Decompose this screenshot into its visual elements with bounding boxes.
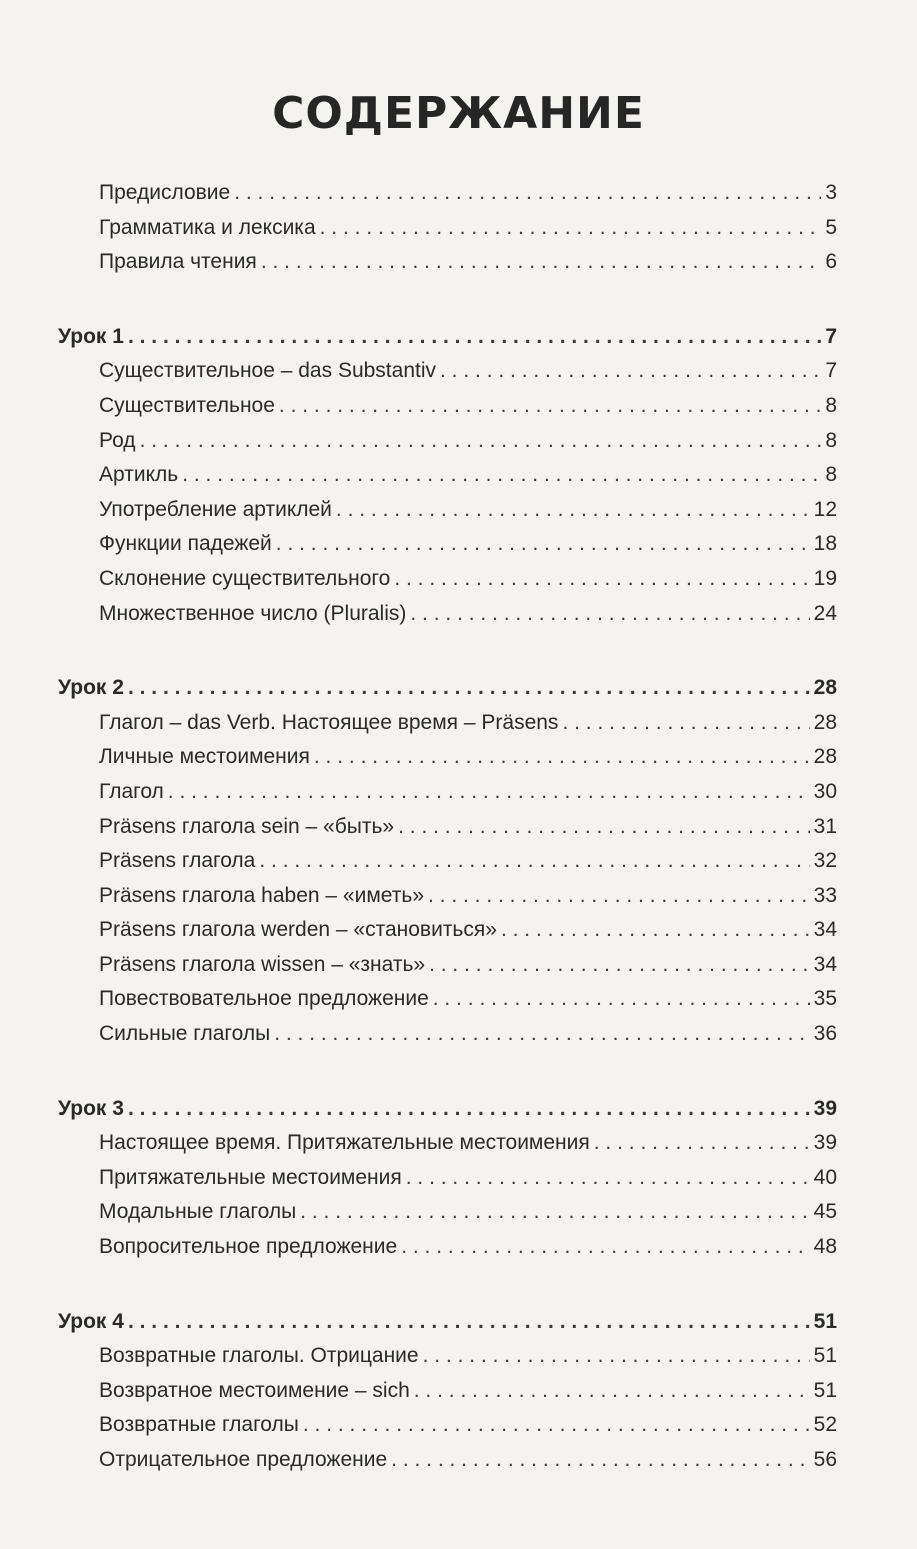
- entry-title: Употребление артиклей: [99, 497, 332, 521]
- page-number: 19: [813, 566, 837, 590]
- toc-section: [0, 320, 917, 631]
- dot-leader: [182, 458, 821, 493]
- page-number: 28: [813, 676, 837, 700]
- toc-entry[interactable]: [0, 562, 917, 597]
- toc-entry[interactable]: [0, 1195, 917, 1230]
- dot-leader: [406, 1161, 810, 1196]
- page-number: 24: [813, 601, 837, 625]
- dot-leader: [279, 389, 821, 424]
- page-number: 34: [813, 918, 837, 942]
- page-number: 7: [825, 359, 837, 383]
- entry-title: Отрицательное предложение: [99, 1448, 388, 1471]
- lesson-title: Урок 3: [58, 1096, 124, 1120]
- page-number: 40: [813, 1165, 837, 1189]
- lesson-title: Урок 2: [58, 676, 124, 700]
- dot-leader: [428, 879, 810, 914]
- toc-entry[interactable]: [0, 458, 917, 493]
- entry-title: Глагол – das Verb. Настоящее время – Präsens: [99, 710, 559, 734]
- dot-leader: [423, 1339, 810, 1374]
- entry-title: Грамматика и лексика: [99, 215, 316, 239]
- page-number: 52: [813, 1413, 837, 1437]
- dot-leader: [414, 1374, 810, 1409]
- page-number: 51: [813, 1378, 837, 1402]
- page-number: 32: [813, 849, 837, 873]
- toc-entry[interactable]: [0, 775, 917, 810]
- dot-leader: [401, 1230, 809, 1265]
- page-number: 39: [813, 1131, 837, 1155]
- dot-leader: [300, 1195, 809, 1230]
- toc-entry[interactable]: [0, 597, 917, 632]
- entry-title: Возвратное местоимение – sich: [99, 1378, 410, 1402]
- dot-leader: [410, 597, 809, 632]
- page-number: 36: [813, 1022, 837, 1046]
- page-number: 12: [813, 497, 837, 521]
- toc-entry[interactable]: [0, 913, 917, 948]
- page-number: 18: [813, 532, 837, 556]
- lesson-title: Урок 1: [58, 324, 124, 348]
- toc-entry[interactable]: [0, 211, 917, 246]
- toc-entry[interactable]: [0, 982, 917, 1017]
- entry-title: Возвратные глаголы. Отрицание: [99, 1344, 419, 1368]
- entry-title: Возвратные глаголы: [99, 1413, 299, 1437]
- toc-entry[interactable]: [0, 810, 917, 845]
- dot-leader: [259, 844, 809, 879]
- lesson-title: Урок 4: [58, 1309, 124, 1333]
- dot-leader: [128, 671, 810, 706]
- page-number: 33: [813, 883, 837, 907]
- toc-entry[interactable]: [0, 354, 917, 389]
- dot-leader: [140, 424, 822, 459]
- dot-leader: [594, 1126, 810, 1161]
- entry-title: Притяжательные местоимения: [99, 1165, 402, 1189]
- page-number: 28: [813, 710, 837, 734]
- toc-entry[interactable]: [0, 493, 917, 528]
- dot-leader: [261, 245, 822, 280]
- dot-leader: [440, 354, 821, 389]
- dot-leader: [128, 320, 821, 355]
- toc-entry[interactable]: [0, 424, 917, 459]
- entry-title: Модальные глаголы: [99, 1200, 297, 1224]
- toc-entry[interactable]: [0, 1230, 917, 1265]
- page-number: 39: [813, 1096, 837, 1120]
- dot-leader: [562, 706, 809, 741]
- toc-entry[interactable]: [0, 176, 917, 211]
- page-number: 31: [813, 814, 837, 838]
- toc-lesson-entry[interactable]: [0, 1092, 917, 1127]
- page-number: 48: [813, 1235, 837, 1259]
- page-number: 45: [813, 1200, 837, 1224]
- entry-title: Präsens глагола haben – «иметь»: [99, 883, 424, 907]
- page-number: 5: [825, 215, 837, 239]
- entry-title: Правила чтения: [99, 250, 257, 274]
- toc-entry[interactable]: [0, 1443, 917, 1478]
- entry-title: Существительное: [99, 393, 275, 417]
- table-of-contents: [0, 176, 917, 1478]
- toc-section: [0, 176, 917, 280]
- toc-entry[interactable]: [0, 1161, 917, 1196]
- dot-leader: [128, 1092, 810, 1127]
- page-number: 34: [813, 952, 837, 976]
- dot-leader: [234, 176, 821, 211]
- dot-leader: [391, 1443, 809, 1478]
- dot-leader: [314, 740, 810, 775]
- toc-entry[interactable]: [0, 1408, 917, 1443]
- entry-title: Präsens глагола wissen – «знать»: [99, 952, 426, 976]
- entry-title: Präsens глагола sein – «быть»: [99, 814, 395, 838]
- dot-leader: [168, 775, 810, 810]
- entry-title: Множественное число (Pluralis): [99, 601, 407, 625]
- page-number: 51: [813, 1344, 837, 1368]
- entry-title: Präsens глагола werden – «становиться»: [99, 918, 497, 942]
- entry-title: Вопросительное предложение: [99, 1235, 398, 1259]
- entry-title: Глагол: [99, 779, 164, 803]
- page-number: 56: [813, 1448, 837, 1471]
- entry-title: Präsens глагола: [99, 849, 256, 873]
- page-number: 3: [825, 181, 837, 204]
- toc-entry[interactable]: [0, 389, 917, 424]
- page-number: 35: [813, 987, 837, 1011]
- dot-leader: [394, 562, 809, 597]
- page-number: 30: [813, 779, 837, 803]
- page-number: 8: [825, 428, 837, 452]
- dot-leader: [320, 211, 822, 246]
- dot-leader: [336, 493, 810, 528]
- toc-section: [0, 1092, 917, 1265]
- page-number: 6: [825, 250, 837, 274]
- dot-leader: [398, 810, 810, 845]
- toc-lesson-entry[interactable]: [0, 320, 917, 355]
- page-number: 28: [813, 745, 837, 769]
- page-number: 8: [825, 463, 837, 487]
- page-number: 51: [813, 1309, 837, 1333]
- toc-entry[interactable]: [0, 740, 917, 775]
- toc-entry[interactable]: [0, 1374, 917, 1409]
- entry-title: Сильные глаголы: [99, 1022, 271, 1046]
- entry-title: Повествовательное предложение: [99, 987, 429, 1011]
- toc-entry[interactable]: [0, 879, 917, 914]
- entry-title: Существительное – das Substantiv: [99, 359, 437, 383]
- entry-title: Склонение существительного: [99, 566, 391, 590]
- dot-leader: [501, 913, 810, 948]
- toc-lesson-entry[interactable]: [0, 1305, 917, 1340]
- entry-title: Личные местоимения: [99, 745, 310, 769]
- toc-entry[interactable]: [0, 844, 917, 879]
- toc-lesson-entry[interactable]: [0, 671, 917, 706]
- entry-title: Настоящее время. Притяжательные местоимения: [99, 1131, 590, 1155]
- toc-section: [0, 1305, 917, 1478]
- dot-leader: [128, 1305, 810, 1340]
- toc-entry[interactable]: [0, 706, 917, 741]
- toc-entry[interactable]: [0, 1017, 917, 1052]
- toc-entry[interactable]: [0, 1126, 917, 1161]
- entry-title: Артикль: [99, 463, 179, 487]
- toc-entry[interactable]: [0, 948, 917, 983]
- toc-section: [0, 671, 917, 1052]
- entry-title: Предисловие: [99, 181, 231, 204]
- toc-entry[interactable]: [0, 527, 917, 562]
- dot-leader: [429, 948, 810, 983]
- page-number: 7: [825, 324, 837, 348]
- dot-leader: [433, 982, 810, 1017]
- dot-leader: [274, 1017, 809, 1052]
- dot-leader: [303, 1408, 810, 1443]
- toc-entry[interactable]: [0, 245, 917, 280]
- toc-entry[interactable]: [0, 1339, 917, 1374]
- entry-title: Функции падежей: [99, 532, 272, 556]
- dot-leader: [276, 527, 810, 562]
- entry-title: Род: [99, 428, 136, 452]
- page-title: СОДЕРЖАНИЕ: [272, 88, 645, 139]
- page-number: 8: [825, 393, 837, 417]
